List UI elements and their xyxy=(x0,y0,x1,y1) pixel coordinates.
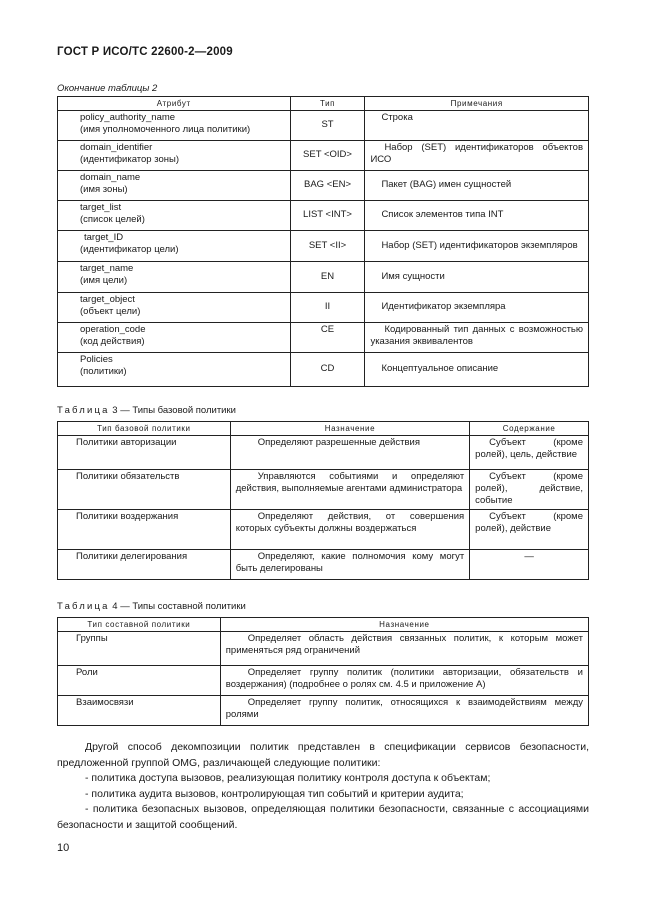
table2-cell-attribute xyxy=(58,353,291,387)
attr-desc: (код действия) xyxy=(80,336,145,347)
table2-cell-note: Список элементов типа INT xyxy=(365,201,589,231)
table-row xyxy=(58,510,589,550)
table3-cell-type: Политики воздержания xyxy=(58,510,231,550)
table2-cell-note: Идентификатор экземпляра xyxy=(365,293,589,323)
table2-cell-attribute xyxy=(58,231,291,262)
table2 xyxy=(57,96,589,387)
attr-name: target_list xyxy=(80,202,122,213)
table2-cell-type: ST xyxy=(290,111,365,141)
attr-name: target_name xyxy=(80,263,134,274)
table2-cell-note: Набор (SET) идентификаторов объектов ИСО xyxy=(365,141,589,171)
document-header: ГОСТ Р ИСО/ТС 22600-2—2009 xyxy=(57,46,233,58)
table3-cell-content: Субъект (кроме ролей), цель, действие xyxy=(470,436,589,470)
table2-header-type: Тип xyxy=(290,97,365,111)
attr-desc: (идентификатор цели) xyxy=(80,244,179,255)
attr-desc: (объект цели) xyxy=(80,306,141,317)
table3-cell-type: Политики авторизации xyxy=(58,436,231,470)
table-row xyxy=(58,111,589,141)
table3-header-content: Содержание xyxy=(470,422,589,436)
table3-cell-purpose: Определяют разрешенные действия xyxy=(230,436,469,470)
table4-cell-purpose: Определяет область действия связанных политик, к которым может применяться ряд ограничений xyxy=(220,632,588,666)
attr-desc: (имя уполномоченного лица политики) xyxy=(80,124,251,135)
attr-name: target_object xyxy=(80,294,135,305)
table-row xyxy=(58,353,589,387)
table3-caption: Таблица 3 — Типы базовой политики xyxy=(57,405,236,416)
page-number: 10 xyxy=(57,842,70,854)
table-row xyxy=(58,201,589,231)
table-row xyxy=(58,323,589,353)
table3 xyxy=(57,421,589,580)
table4-cell-type: Роли xyxy=(58,666,221,696)
table4-cell-type: Взаимосвязи xyxy=(58,696,221,726)
table2-cell-type: EN xyxy=(290,262,365,293)
table3-cell-purpose: Управляются событиями и определяют действия, выполняемые агентами администратора xyxy=(230,470,469,510)
table2-cell-type: LIST <INT> xyxy=(290,201,365,231)
table2-cell-note: Кодированный тип данных с возможностью указания эквивалентов xyxy=(365,323,589,353)
table2-cell-attribute xyxy=(58,293,291,323)
table4-cell-type: Группы xyxy=(58,632,221,666)
attr-name: operation_code xyxy=(80,324,146,335)
table2-cell-type: BAG <EN> xyxy=(290,171,365,201)
table3-header-type: Тип базовой политики xyxy=(58,422,231,436)
table-row xyxy=(58,470,589,510)
table2-cell-note: Пакет (BAG) имен сущностей xyxy=(365,171,589,201)
attr-desc: (имя цели) xyxy=(80,275,128,286)
table-row xyxy=(58,171,589,201)
table2-cell-type: CE xyxy=(290,323,365,353)
table2-cell-type: CD xyxy=(290,353,365,387)
table-row xyxy=(58,293,589,323)
table4-cell-purpose: Определяет группу политик (политики авторизации, обязательств и воздержания) (подробнее о ролях см. 4.5 и приложение А) xyxy=(220,666,588,696)
attr-desc: (идентификатор зоны) xyxy=(80,154,179,165)
body-intro: Другой способ декомпозиции политик представлен в спецификации сервисов безопасности, предложенной группой OMG, различающей следующие политики: xyxy=(57,741,589,769)
table-row xyxy=(58,436,589,470)
table-row xyxy=(58,141,589,171)
table-row xyxy=(58,550,589,580)
table2-cell-note: Строка xyxy=(365,111,589,141)
table2-cell-note: Имя сущности xyxy=(365,262,589,293)
table2-header-attribute: Атрибут xyxy=(58,97,291,111)
table2-cell-type: SET <OID> xyxy=(290,141,365,171)
table4-cell-purpose: Определяет группу политик, относящихся к взаимодействиям между ролями xyxy=(220,696,588,726)
attr-name: domain_identifier xyxy=(80,142,153,153)
body-list-item: - политика аудита вызовов, контролирующая тип событий и критерии аудита; xyxy=(85,787,464,800)
attr-desc: (имя зоны) xyxy=(80,184,128,195)
attr-name: domain_name xyxy=(80,172,141,183)
table4-header-type: Тип составной политики xyxy=(58,618,221,632)
table3-cell-purpose: Определяют, какие полномочия кому могут быть делегированы xyxy=(230,550,469,580)
body-list-item: - политика доступа вызовов, реализующая политику контроля доступа к объектам; xyxy=(85,772,491,784)
table4-header-purpose: Назначение xyxy=(220,618,588,632)
table2-cell-attribute xyxy=(58,141,291,171)
table2-cell-type: II xyxy=(290,293,365,323)
table3-cell-type: Политики делегирования xyxy=(58,550,231,580)
table3-header-purpose: Назначение xyxy=(230,422,469,436)
table4-header-row xyxy=(58,618,589,632)
table-row xyxy=(58,696,589,726)
body-text xyxy=(57,740,589,833)
attr-name: Policies xyxy=(80,354,113,365)
table2-header-notes: Примечания xyxy=(365,97,589,111)
table2-caption: Окончание таблицы 2 xyxy=(57,83,158,94)
table2-cell-note: Концептуальное описание xyxy=(365,353,589,387)
table2-cell-attribute xyxy=(58,323,291,353)
attr-name: target_ID xyxy=(84,232,124,243)
table2-header-row xyxy=(58,97,589,111)
table2-cell-attribute xyxy=(58,201,291,231)
table3-cell-content: Субъект (кроме ролей), действие, событие xyxy=(470,470,589,510)
table4 xyxy=(57,617,589,726)
table3-cell-purpose: Определяют действия, от совершения которых субъекты должны воздержаться xyxy=(230,510,469,550)
table2-cell-attribute xyxy=(58,111,291,141)
table2-cell-note: Набор (SET) идентификаторов экземпляров xyxy=(365,231,589,262)
table-row xyxy=(58,231,589,262)
attr-desc: (список целей) xyxy=(80,214,145,225)
table-row xyxy=(58,666,589,696)
table3-cell-type: Политики обязательств xyxy=(58,470,231,510)
table-row xyxy=(58,262,589,293)
table2-cell-type: SET <II> xyxy=(290,231,365,262)
attr-name: policy_authority_name xyxy=(80,112,176,123)
table2-cell-attribute xyxy=(58,171,291,201)
body-list-item: - политика безопасных вызовов, определяющая политики безопасности, связанные с ассоциациями безопасности и защитой сообщений. xyxy=(57,803,589,831)
table-row xyxy=(58,632,589,666)
table3-cell-content: — xyxy=(470,550,589,580)
table4-caption: Таблица 4 — Типы составной политики xyxy=(57,601,246,612)
attr-desc: (политики) xyxy=(80,366,127,377)
table3-cell-content: Субъект (кроме ролей), действие xyxy=(470,510,589,550)
table3-header-row xyxy=(58,422,589,436)
table2-cell-attribute xyxy=(58,262,291,293)
